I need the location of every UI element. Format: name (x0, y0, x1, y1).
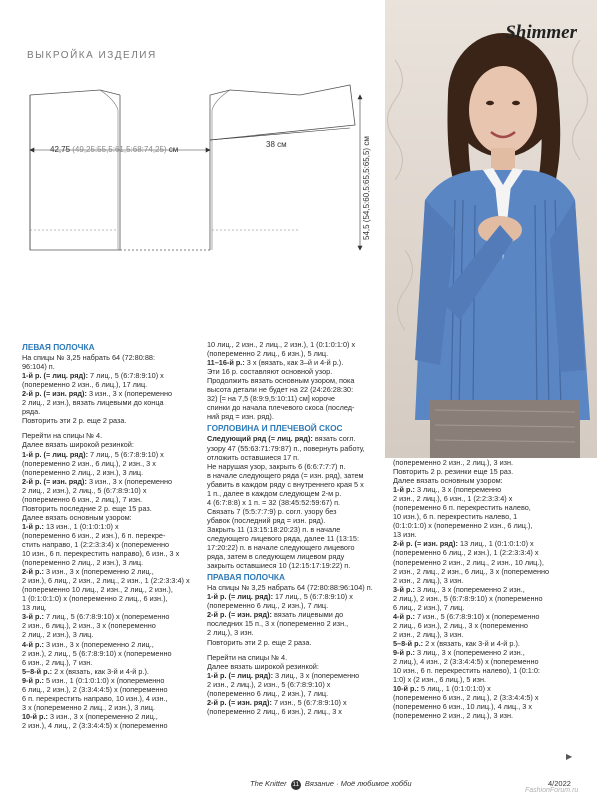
text-line: 2 изн., 2 лиц.), 3 изн. (393, 575, 464, 585)
height-unit: см (362, 136, 371, 146)
text-line: (попеременно 6 п. перекрестить налево, (393, 503, 531, 513)
text-line: 2 лиц.), 2 изн., 5 (6:7:8:9:10) х (попеременно (393, 593, 543, 603)
schematic-drawing (0, 0, 385, 330)
text-line: 32) [= на 7,5 (8:9:9,5:10:11) см] короче (207, 394, 335, 404)
text-line: (попеременно 6 изн., 2 лиц.), 7 изн. (22, 494, 143, 504)
width-main: 42,75 (50, 145, 71, 154)
text-line: 3-й р.: 3 лиц., 3 х (попеременно 2 изн., (393, 584, 525, 594)
text-line: 2-й р. (= изн. ряд): 7 изн., 5 (6:7:8:9:10) х (207, 697, 347, 707)
cardigan-photo (385, 0, 597, 458)
section-heading-left-front: ЛЕВАЯ ПОЛОЧКА (22, 342, 95, 352)
text-line: Повторить эти 2 р. еще 2 раза. (207, 637, 312, 647)
text-line: (попеременно 2 лиц., 2 изн.), 3 лиц. (22, 558, 144, 568)
text-line: 9-й р.: 3 лиц., 3 х (попеременно 2 изн., (393, 647, 525, 657)
sleeve-main: 38 (266, 140, 275, 149)
issue-number: 4/2022 (548, 779, 571, 788)
text-line: 6 лиц., 2 изн.), 2 (3:3:4:4:5) х (попеременно (22, 684, 168, 694)
text-line: (попеременно 6 лиц., 2 изн.), 7 лиц. (207, 601, 329, 611)
text-line: 2 изн., 2 лиц., 2 изн., 6 лиц., 3 х (попеременно (393, 566, 550, 576)
text-line: Далее вязать основным узором: (393, 476, 503, 486)
text-line: 2 изн., 2 лиц.), 6 изн., 1 (2:2:3:3:4) х (393, 494, 513, 504)
text-line: Эти 16 р. составляют основной узор. (207, 367, 333, 377)
text-line: (0:1:0:1:0) х (попеременно 2 изн., 6 лиц.), (393, 521, 533, 531)
text-line: 2-й р. (= изн. ряд): 13 лиц., 1 (0:1:0:1:0) х (393, 539, 534, 549)
text-line: (попеременно 6 лиц., 2 изн.), 7 лиц. (207, 688, 329, 698)
height-dimension (362, 136, 371, 240)
text-line: 3-й р.: 7 лиц., 5 (6:7:8:9:10) х (попеременно (22, 612, 170, 622)
column-middle (207, 340, 382, 716)
height-main: 54,5 (362, 224, 371, 240)
text-line: 5–8-й р.: 2 х (вязать, как 3-й и 4-й р.). (393, 638, 520, 648)
text-line: стить направо, 1 (2:2:3:3:4) х (попеременно (22, 539, 170, 549)
text-line: 6 лиц., 2 изн.), 7 лиц. (393, 602, 465, 612)
section-heading-right-front: ПРАВАЯ ПОЛОЧКА (207, 572, 285, 583)
text-line: 2 изн.), 2 лиц., 5 (6:7:8:9:10) х (попеременно (22, 648, 172, 658)
text-line: 2 изн., 6 лиц.), 2 изн., 3 х (попеременно (22, 621, 156, 631)
text-line: ний ряд = изн. ряд). (207, 412, 274, 422)
text-line: (попеременно 2 изн., 6 лиц.), 2 изн., 3 х (22, 458, 156, 468)
text-line: следующего лицевого ряда, далее 11 (13:15: (207, 533, 360, 543)
text-line: (попеременно 10 лиц., 2 изн., 2 лиц., 2 изн.), (22, 585, 173, 595)
text-line: Закрыть 11 (13:15:18:20:23) п. в начале (207, 524, 341, 534)
text-line: 1-й р. (= лиц. ряд): 3 лиц., 3 х (попеременно (207, 670, 360, 680)
text-line: Следующий ряд (= лиц. ряд): вязать согл. (207, 434, 356, 444)
text-line: 1:0) х (2 изн., 6 лиц.), 5 изн. (393, 675, 486, 685)
page-footer (0, 770, 597, 800)
text-line: ряда. (22, 407, 41, 417)
text-line: (попеременно 6 изн., 2 изн.), 6 п. перекре- (22, 530, 166, 540)
text-line: ряда, затем в следующем лицевом ряду (207, 552, 345, 562)
text-line: Не нарушая узор, закрыть 6 (6:6:7:7:7) п. (207, 461, 346, 471)
text-line: 13 лиц. (22, 603, 47, 613)
model-photo (385, 0, 597, 458)
text-line: Повторить последние 2 р. еще 15 раз. (22, 503, 152, 513)
text-line: 10-й р.: 3 изн., 3 х (попеременно 2 лиц., (22, 711, 158, 721)
text-line: в начале следующего ряда (= изн. ряд), затем (207, 470, 364, 480)
magazine-name: The Knitter (250, 779, 287, 788)
text-line: спинки до начала плечевого скоса (послед- (207, 403, 355, 413)
text-line: (попеременно 2 изн., 6 лиц.), 17 лиц. (22, 380, 148, 390)
text-line: 2 лиц., 2 изн.), вязать лицевыми до конца (22, 398, 164, 408)
text-line: На спицы № 3,25 набрать 64 (72:80:88:96:104) п. (207, 583, 373, 593)
text-line: 1-й р.: 3 лиц., 3 х (попеременно (393, 485, 502, 495)
text-line: узору 47 (55:63:71:79:87) п., повернуть работу, (207, 443, 365, 453)
text-line: убавить в каждом ряду с внутреннего края 5 х (207, 479, 364, 489)
text-line: 1-й р. (= лиц. ряд): 7 лиц., 5 (6:7:8:9:10) х (22, 449, 164, 459)
text-line: убавок (последний ряд = изн. ряд). (207, 515, 326, 525)
column-left (22, 340, 202, 730)
text-line: отложить оставшиеся 17 п. (207, 452, 300, 462)
text-line: 2-й р.: 3 изн., 3 х (попеременно 2 лиц., (22, 567, 154, 577)
text-line: 4 (6:7:8:8) х 1 п. = 32 (38:45:52:59:67) п. (207, 497, 341, 507)
text-line: 4-й р.: 3 изн., 3 х (попеременно 2 лиц., (22, 639, 154, 649)
text-line: Перейти на спицы № 4. (207, 652, 288, 662)
text-line: Связать 7 (5:5:7:7:9) р. согл. узору без (207, 506, 337, 516)
text-line: Далее вязать широкой резинкой: (22, 440, 134, 450)
text-line: (попеременно 2 лиц., 6 изн.), 2 лиц., 3 х (207, 706, 342, 716)
text-line: Далее вязать широкой резинкой: (207, 661, 319, 671)
text-line: 2 лиц., 2 изн.), 2 лиц., 5 (6:7:8:9:10) х (22, 485, 147, 495)
text-line: (попеременно 2 изн., 2 лиц.), 3 изн. (393, 711, 514, 721)
text-line: 3 х (попеременно 2 лиц., 2 изн.), 3 лиц. (22, 702, 155, 712)
text-line: Повторить эти 2 р. еще 2 раза. (22, 416, 127, 426)
brand-name: Shimmer (505, 22, 577, 43)
text-line: Повторить 2 р. резинки еще 15 раз. (393, 467, 514, 477)
text-line: На спицы № 3,25 набрать 64 (72:80:88: (22, 353, 155, 363)
width-dimension (50, 145, 178, 154)
text-line: Продолжить вязать основным узором, пока (207, 376, 355, 386)
text-line: (попеременно 2 лиц., 2 изн.), 3 лиц. (22, 467, 144, 477)
text-line: 5–8-й р.: 2 х (вязать, как 3-й и 4-й р.). (22, 666, 149, 676)
text-line: 2-й р. (= изн. ряд): 3 изн., 3 х (попеременно (22, 389, 173, 399)
height-rest: (54,5:60,5:65,5:65,5) (362, 147, 371, 223)
text-line: 10 лиц., 2 изн., 2 лиц., 2 изн.), 1 (0:1:0:1:0) х (207, 340, 356, 349)
section-heading-neck: ГОРЛОВИНА И ПЛЕЧЕВОЙ СКОС (207, 423, 343, 434)
text-line: (попеременно 2 изн., 2 лиц., 2 изн., 10 лиц.), (393, 557, 544, 567)
sleeve-dimension (266, 140, 287, 149)
text-line: (попеременно 6 лиц., 2 изн.), 1 (2:2:3:3:4) х (393, 548, 539, 558)
sleeve-unit: см (277, 140, 287, 149)
text-line: 10 изн.), 6 п. перекрестить налево, 1 (393, 512, 518, 522)
pattern-schematic (0, 0, 385, 330)
text-line: 96:104) п. (22, 362, 55, 372)
text-line: 2 лиц., 6 изн.), 2 лиц., 3 х (попеременно (393, 620, 528, 630)
watermark: FashionForum.ru (525, 787, 579, 794)
text-line: 2 изн., 2 лиц.), 3 изн. (393, 629, 464, 639)
text-line: 10-й р.: 5 лиц., 1 (0:1:0:1:0) х (393, 684, 491, 694)
text-line: высота детали не будет на 22 (24:26:28:30: (207, 385, 354, 395)
text-line: 1-й р.: 13 изн., 1 (0:1:0:1:0) х (22, 521, 119, 531)
text-line: 2-й р. (= изн. ряд): 3 изн., 3 х (попеременно (22, 476, 173, 486)
text-line: 2 лиц.), 3 изн. (207, 628, 254, 638)
text-line: 2 изн., 2 лиц.), 2 изн., 5 (6:7:8:9:10) х (207, 679, 331, 689)
text-line: 10 изн., 6 п. перекрестить направо), 6 изн., 3 х (22, 549, 180, 559)
text-line: 2 лиц.), 4 изн., 2 (3:3:4:4:5) х (попеременно (393, 657, 539, 667)
text-line: 1-й р. (= лиц. ряд): 7 лиц., 5 (6:7:8:9:10) х (22, 371, 164, 381)
text-line: 2 изн.), 4 лиц., 2 (3:3:4:4:5) х (попеременно (22, 720, 168, 730)
width-rest: (49,25:55,5:61,5:68:74,25) (72, 145, 167, 154)
text-line: (попеременно 6 изн., 10 лиц.), 4 лиц., 3 х (393, 702, 532, 712)
width-unit: см (168, 145, 179, 154)
text-line: 11–16-й р.: 3 х (вязать, как 3–й и 4-й р.). (207, 358, 344, 368)
text-line: Перейти на спицы № 4. (22, 431, 103, 441)
text-line: 1 (0:1:0:1:0) х (попеременно 2 лиц., 6 изн.), (22, 594, 168, 604)
text-line: (попеременно 2 лиц., 6 изн.), 5 лиц. (207, 349, 329, 359)
text-line: 2 лиц., 2 изн.), 3 лиц. (22, 630, 94, 640)
text-line: 13 изн. (393, 530, 417, 540)
page-number: 11 (292, 781, 300, 788)
magazine-subtitle: Вязание · Моё любимое хобби (304, 779, 412, 788)
text-line: 2-й р. (= изн. ряд): вязать лицевыми до (207, 610, 344, 620)
text-line: (попеременно 2 изн., 2 лиц.), 3 изн. (393, 458, 514, 467)
continue-arrow-icon: ▶ (566, 752, 573, 761)
text-line: последних 15 п., 3 х (попеременно 2 изн., (207, 619, 349, 629)
text-line: (попеременно 6 изн., 2 лиц.), 2 (3:3:4:4:5) х (393, 693, 539, 703)
text-line: 4-й р.: 7 изн., 5 (6:7:8:9:10) х (попеременно (393, 611, 540, 621)
column-right (393, 458, 573, 720)
text-line: 10 изн., 6 п. перекрестить налево), 1 (0:1:0: (393, 666, 540, 676)
text-line: 6 п. перекрестить направо, 10 изн.), 4 изн., (22, 693, 168, 703)
text-line: 6 изн., 2 лиц.), 7 изн. (22, 657, 93, 667)
text-line: Далее вязать основным узором: (22, 512, 132, 522)
text-line: 9-й р.: 5 изн., 1 (0:1:0:1:0) х (попеременно (22, 675, 165, 685)
footer-magazine (250, 779, 412, 790)
text-line: закрыть оставшиеся 10 (12:15:17:19:22) п. (207, 561, 351, 571)
text-line: 1-й р. (= лиц. ряд): 17 лиц., 5 (6:7:8:9:10) х (207, 592, 353, 602)
text-line: 2 изн.), 6 лиц., 2 изн., 2 лиц., 2 изн., 1 (2:2:3:3:4) х (22, 576, 190, 586)
text-line: 17:20:22) п. в начале следующего лицевого (207, 543, 355, 553)
schematic-title: ВЫКРОЙКА ИЗДЕЛИЯ (27, 50, 157, 61)
text-line: 1 п., далее в каждом следующем 2-м р. (207, 488, 342, 498)
